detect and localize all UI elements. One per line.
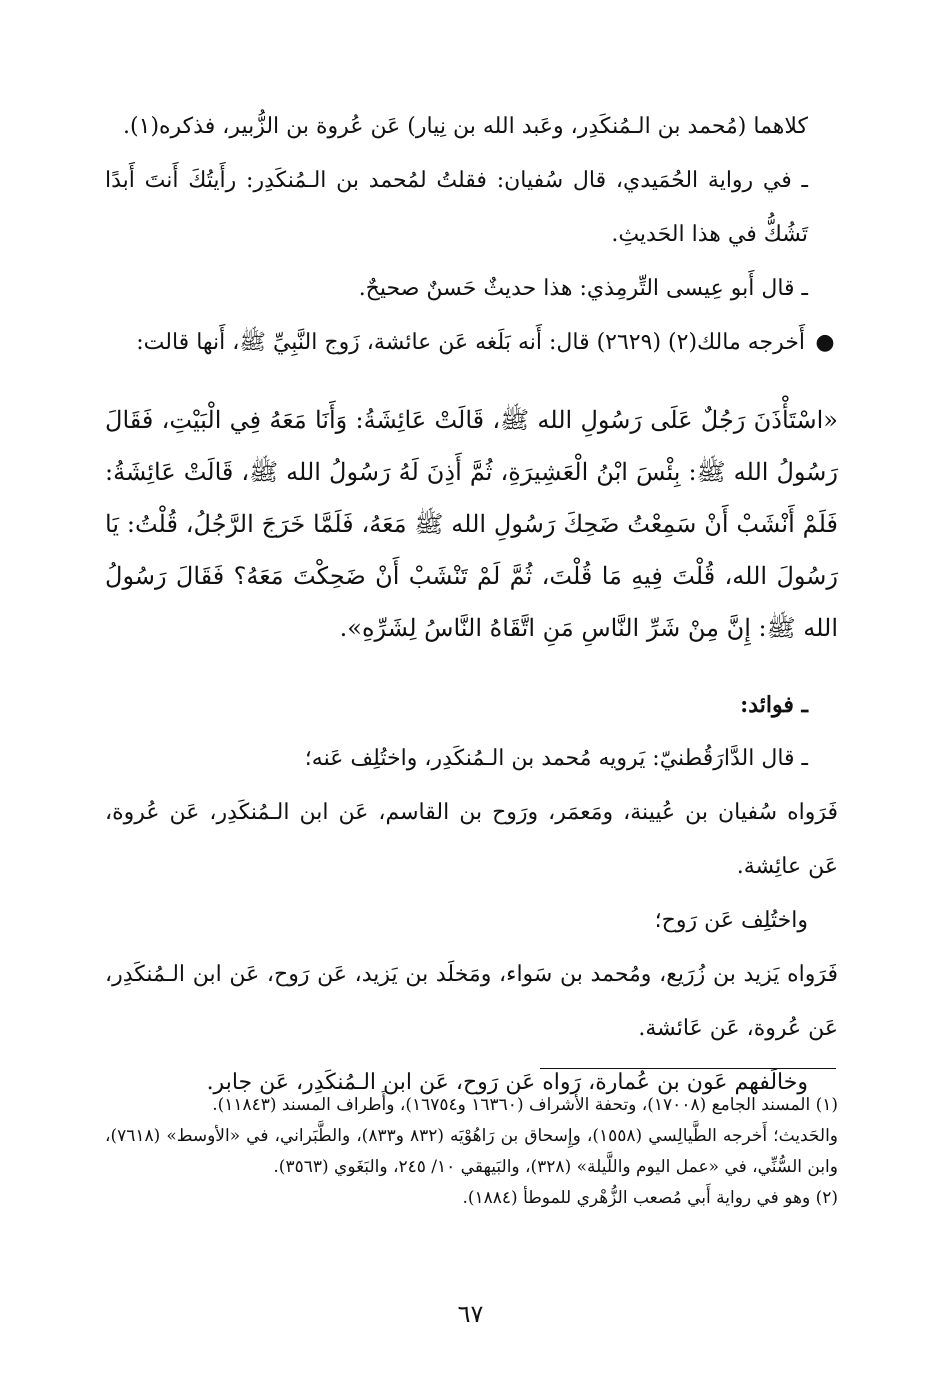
paragraph-tirmidhi-verdict: ـ قال أَبو عِيسى التِّرمِذي: هذا حديثٌ حَسنٌ صحيحٌ. [358, 276, 808, 301]
paragraph-malik-takhrij [105, 316, 838, 370]
footnote-2: (٢) وهو في رواية أَبي مُصعب الزُّهْري للموطأ (١٨٨٤). [462, 1188, 838, 1208]
page-body [105, 100, 838, 1110]
footnote-1-line-2: والحَديث؛ أَخرجه الطَّيالِسي (١٥٥٨)، وإِسحاق بن رَاهُوْيَه (٨٣٢ و٨٣٣)، والطَّبَراني، في «الأوسط» (٧٦١٨)، وابن السُّنِّي، في «عمل اليوم واللَّيلة» (٣٢٨)، والبَيهقي ١٠/ ٢٤٥، والبَغَوي (٣٥٦٣). [105, 1126, 839, 1177]
footnote-divider [540, 1068, 836, 1069]
paragraph-kilahuma: كلاهما (مُحمد بن الـمُنكَدِر، وعَبد الله بن نِيار) عَن عُروة بن الزُّبير، فذكره(١). [123, 114, 808, 139]
fawaid-heading: ـ فوائد: [740, 692, 808, 718]
paragraph-humaydi-narration: ـ في رواية الحُمَيدي، قال سُفيان: فقلتُ لمُحمد بن الـمُنكَدِر: رأَيتُكَ أَنتَ أَبدًا تَشُكُّ في هذا الحَديثِ. [105, 168, 808, 247]
hadith-text: «اسْتَأْذَنَ رَجُلٌ عَلَى رَسُولِ الله ﷺ، قَالَتْ عَائِشَةُ: وَأَنَا مَعَهُ فِي الْبَيْتِ، فَقَالَ رَسُولُ الله ﷺ: بِئْسَ ابْنُ الْعَشِيرَةِ، ثُمَّ أَذِنَ لَهُ رَسُولُ الله ﷺ، قَالَتْ عَائِشَةُ: فَلَمْ أَنْشَبْ أَنْ سَمِعْتُ ضَحِكَ رَسُولِ الله ﷺ مَعَهُ، فَلَمَّا خَرَجَ الرَّجُلُ، قُلْتُ: يَا رَسُولَ الله، قُلْتَ فِيهِ مَا قُلْتَ، ثُمَّ لَمْ تَنْشَبْ أَنْ ضَحِكْتَ مَعَهُ؟ فَقَالَ رَسُولُ الله ﷺ: إِنَّ مِنْ شَرِّ النَّاسِ مَنِ اتَّقَاهُ النَّاسُ لِشَرِّهِ». [105, 406, 838, 642]
paragraph-daraqutni: ـ قال الدَّارَقُطنيّ: يَرويه مُحمد بن الـمُنكَدِر، واختُلِف عَنه؛ [304, 746, 808, 771]
malik-text: أَخرجه مالك(٢) (٢٦٢٩) قال: أَنه بَلَغه عَن عائشة، زَوج النَّبِيِّ ﷺ، أَنها قالت: [136, 330, 805, 355]
paragraph-yazid-narration: فَرَواه يَزيد بن زُرَيع، ومُحمد بن سَواء، ومَخلَد بن يَزيد، عَن رَوح، عَن ابن الـمُنكَدِر، عَن عُروة، عَن عَائشة. [105, 962, 838, 1041]
footnotes [105, 1090, 838, 1214]
paragraph-sufyan-narration: فَرَواه سُفيان بن عُيينة، ومَعمَر، ورَوح بن القاسم، عَن ابن الـمُنكَدِر، عَن عُروة، عَن عائِشة. [105, 800, 838, 879]
bullet-icon: ● [815, 330, 835, 355]
paragraph-awn-dissent: وخالَفهم عَون بن عُمارة، رَواه عَن رَوح، عَن ابن الـمُنكَدِر، عَن جابر. [206, 1070, 808, 1095]
page-number: ٦٧ [457, 1300, 484, 1328]
footnote-1-line-1: (١) المسند الجامع (١٧٠٠٨)، وتحفة الأشراف (١٦٣٦٠ و١٦٧٥٤)، وأَطراف المسند (١١٨٤٣). [212, 1095, 838, 1115]
paragraph-rawh-dispute: واختُلِف عَن رَوح؛ [654, 908, 808, 933]
